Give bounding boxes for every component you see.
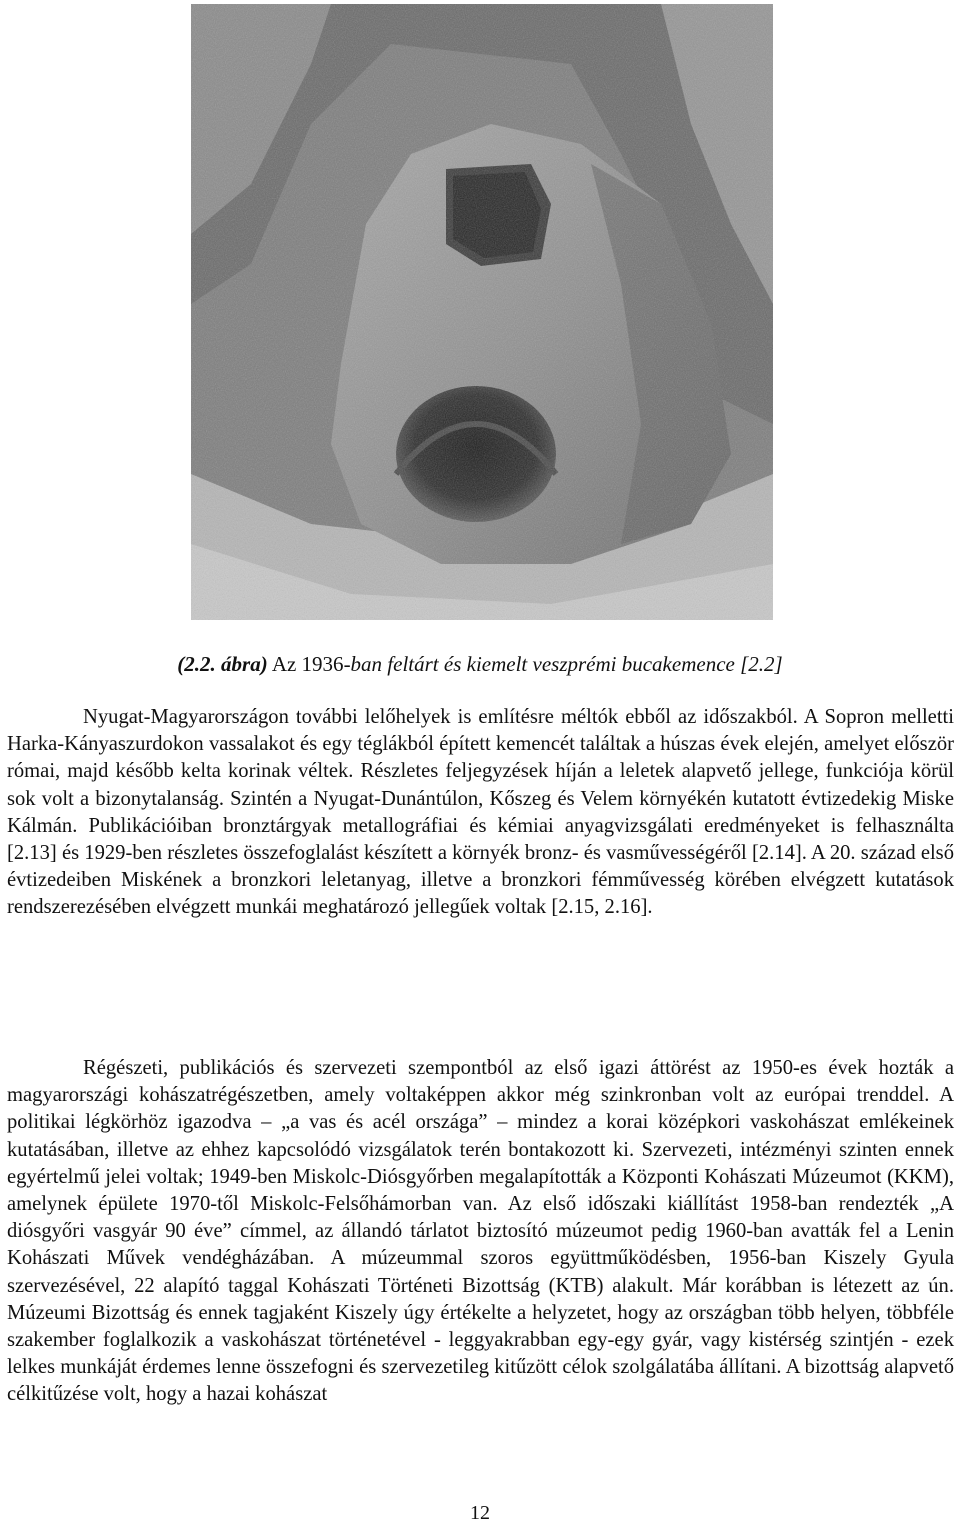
paragraph-text: Régészeti, publikációs és szervezeti szempontból az első igazi áttörést az 1950-es évek hozták a magyarországi kohászatrégészetben, amely voltaképpen akkor még szinkronban volt az európai trenddel. A politikai légkörhöz igazodva – „a vas és acél országa” – mindez a korai középkori vaskohászat emlékeinek kutatásában, illetve az ehhez kapcsolódó vizsgálatok terén bontakozott ki. Szervezeti, intézményi szinten ennek egyértelmű jelei voltak; 1949-ben Miskolc-Diósgyőrben megalapították a Központi Kohászati Múzeumot (KKM), amelynek épülete 1970-től Miskolc-Felsőhámorban van. Az első időszaki kiállítást 1958-ban rendezték „A diósgyőri vasgyár 90 éve” címmel, az állandó tárlatot biztosító múzeumot pedig 1960-ban avatták fel a Lenin Kohászati Művek vendégházában. A múzeummal szoros együttműködésben, 1956-ban Kiszely Gyula szervezésével, 22 alapító taggal Kohászati Történeti Bizottság (KTB) alakult. Már korábban is létezett az ún. Múzeumi Bizottság és ennek tagjaként Kiszely úgy értékelte a helyzetet, hogy az országban több helyen, többféle szakember foglalkozik a vaskohászat történetével - leggyakrabban egy-egy gyár, vagy kistérség szintjén - ezek lelkes munkáját érdemes lenne összefogni és szervezetileg kitűzött célok szolgálatába állítani. A bizottság alapvető célkitűzése volt, hogy a hazai kohászat bbox=[7, 1057, 954, 1406]
figure-caption-label: (2.2. ábra) bbox=[177, 652, 268, 676]
figure-caption-year: Az 1936 bbox=[271, 652, 344, 676]
figure-caption-text: -ban feltárt és kiemelt veszprémi bucakemence [2.2] bbox=[343, 652, 783, 676]
page-number: 12 bbox=[470, 1502, 490, 1524]
body-paragraph bbox=[7, 1055, 954, 1409]
furnace-photo-image bbox=[191, 4, 773, 620]
body-paragraph bbox=[7, 704, 954, 922]
furnace-photo bbox=[191, 4, 773, 620]
paragraph-text: Nyugat-Magyarországon további lelőhelyek is említésre méltók ebből az időszakból. A Sopron melletti Harka-Kányaszurdokon vassalakot és egy téglákból épített kemencét találtak a húszas évek elején, amelyet először római, majd később kelta korinak véltek. Részletes feljegyzések híján a leletek alapvető jellege, funkciója körül sok volt a bizonytalanság. Szintén a Nyugat-Dunántúlon, Kőszeg és Velem környékén kutatott évtizedekig Miske Kálmán. Publikációiban bronztárgyak metallográfiai és kémiai anyagvizsgálati eredményeket is felhasználta [2.13] és 1929-ben részletes összefoglalást készített a környék bronz- és vasművességéről [2.14]. A 20. század első évtizedeiben Miskének a bronzkori leletanyag, illetve a bronzkori fémművesség körében elvégzett kutatások rendszerezésében elvégzett munkái meghatározó jellegűek voltak [2.15, 2.16]. bbox=[7, 706, 954, 919]
figure-caption bbox=[0, 650, 960, 678]
